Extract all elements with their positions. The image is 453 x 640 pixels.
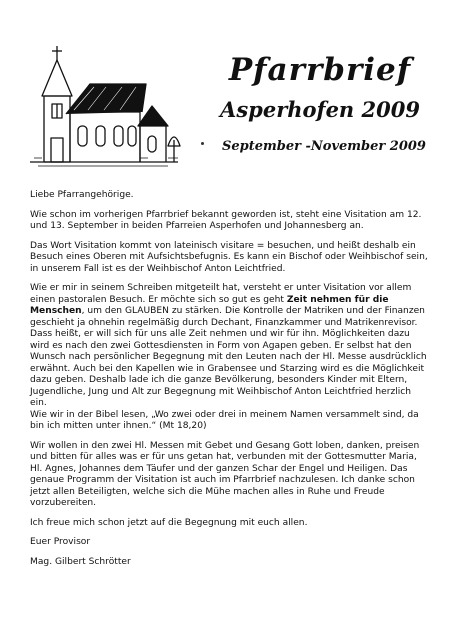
newsletter-header bbox=[0, 0, 453, 175]
church-illustration bbox=[28, 40, 183, 170]
paragraph-3-text-a: Wie er mir in seinem Schreiben mitgeteilt hat, versteht er unter Visitation vor allem einen pastoralen Besuch. Er möchte sich so gut es geht bbox=[30, 283, 412, 305]
letter-body bbox=[30, 190, 428, 576]
newsletter-subtitle: Asperhofen 2009 bbox=[220, 97, 420, 122]
signature-role: Euer Provisor bbox=[30, 537, 91, 547]
newsletter-title: Pfarrbrief bbox=[228, 52, 412, 88]
letter-paragraph-3 bbox=[30, 283, 428, 329]
letter-paragraph-2: Das Wort Visitation kommt von lateinisch visitare = besuchen, und heißt deshalb ein Besuch eines Oberen mit Aufsichtsbefugnis. Es kann ein Bischof oder Weihbischof sein, in unserem Fall ist es der Weihbischof Anton Leichtfried. bbox=[30, 240, 428, 274]
letter-paragraph-6: Wir wollen in den zwei Hl. Messen mit Gebet und Gesang Gott loben, danken, preisen und bitten für alles was er für uns getan hat, verbunden mit der Gottesmutter Maria, Hl. Agnes, Johannes dem Täufer und der ganzen Schar der Engel und Heiligen. Das genaue Programm der Visitation ist auch im Pfarrbrief nachzulesen. Ich danke schon jetzt allen Beteiligten, welche sich die Mühe machen alles in Ruhe und Freude vorzubereiten. bbox=[30, 440, 420, 508]
letter-paragraph-7: Ich freue mich schon jetzt auf die Begegnung mit euch allen. bbox=[30, 517, 308, 528]
letter-greeting: Liebe Pfarrangehörige. bbox=[30, 190, 134, 200]
letter-paragraph-5: Wie wir in der Bibel lesen, „Wo zwei oder drei in meinem Namen versammelt sind, da bin ich mitten unter ihnen.“ (Mt 18,20) bbox=[30, 409, 419, 431]
letter-paragraph-4: Dass heißt, er will sich für uns alle Zeit nehmen und wir für ihn. Möglichkeiten dazu wird es nach den zwei Gottesdiensten in Form von Agapen geben. Er selbst hat den Wunsch nach persönlicher Begegnung mit den Leuten nach der Hl. Messe ausdrücklich erwähnt. Auch bei den Kapellen wie in Grabensee und Starzing wird es die Möglichkeit dazu geben. Deshalb lade ich die ganze Bevölkerung, besonders Kinder mit Eltern, Jugendliche, Jung und Alt zur Begegnung mit Weihbischof Anton Leichtfried herzlich ein. bbox=[30, 329, 427, 408]
decorative-dot bbox=[201, 142, 204, 145]
signature-name: Mag. Gilbert Schrötter bbox=[30, 556, 131, 567]
paragraph-3-text-b: , um den GLAUBEN zu stärken. Die Kontrolle der Matriken und der Finanzen geschieht ja ohnehin regelmäßig durch Dechant, Finanzkammer und Matrikenrevisor. bbox=[30, 306, 425, 328]
paragraph-3-emphasis: Zeit nehmen für die Menschen bbox=[30, 294, 389, 316]
letter-paragraph-1: Wie schon im vorherigen Pfarrbrief bekannt geworden ist, steht eine Visitation am 12. und 13. September in beiden Pfarreien Asperhofen und Johannesberg an. bbox=[30, 209, 422, 231]
newsletter-period: September -November 2009 bbox=[222, 139, 426, 154]
